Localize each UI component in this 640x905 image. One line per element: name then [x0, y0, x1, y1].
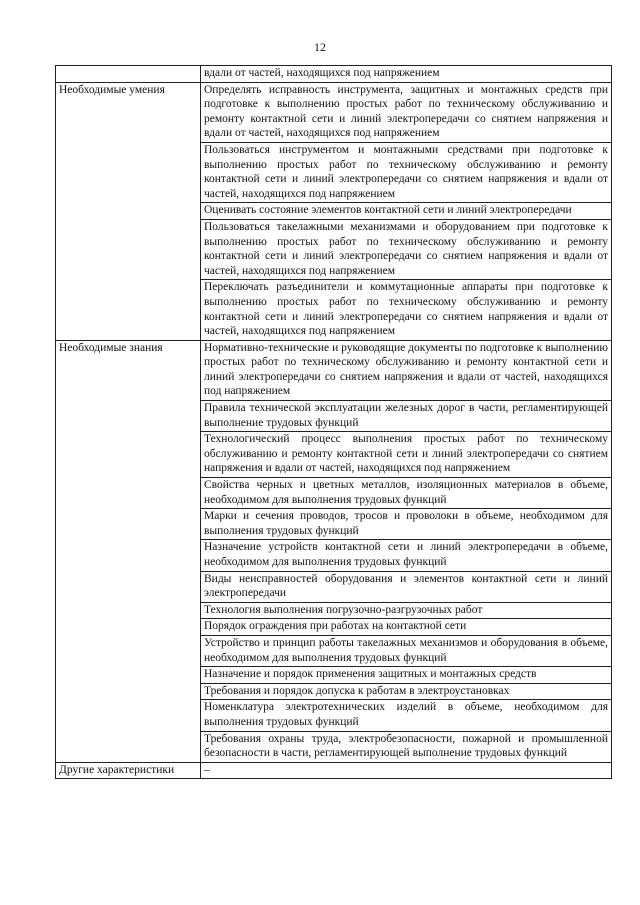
knowledge-item: Марки и сечения проводов, тросов и проволоки в объеме, необходимом для выполнения трудовых функций	[201, 509, 612, 540]
labor-function-table	[55, 65, 612, 779]
skill-item: Определять исправность инструмента, защитных и монтажных средств при подготовке к выполнению простых работ по техническому обслуживанию и ремонту контактной сети и линий электропередачи со снятием напряжения и вдали от частей, находящихся под напряжением	[201, 82, 612, 142]
knowledge-item: Назначение и порядок применения защитных и монтажных средств	[201, 667, 612, 684]
table-row	[56, 762, 612, 779]
skill-item: Пользоваться инструментом и монтажными средствами при подготовке к выполнению простых работ по техническому обслуживанию и ремонту контактной сети и линий электропередачи со снятием напряжения и вдали от частей, находящихся под напряжением	[201, 142, 612, 202]
row-label-knowledge: Необходимые знания	[56, 340, 201, 762]
table-row	[56, 66, 612, 83]
table-cell: вдали от частей, находящихся под напряжением	[201, 66, 612, 83]
row-label-skills: Необходимые умения	[56, 82, 201, 340]
knowledge-item: Требования и порядок допуска к работам в электроустановках	[201, 683, 612, 700]
other-characteristics-value: –	[201, 762, 612, 779]
table-row	[56, 340, 612, 400]
knowledge-item: Номенклатура электротехнических изделий в объеме, необходимом для выполнения трудовых функций	[201, 700, 612, 731]
skill-item: Переключать разъединители и коммутационные аппараты при подготовке к выполнению простых работ по техническому обслуживанию и ремонту контактной сети и линий электропередачи со снятием напряжения и вдали от частей, находящихся под напряжением	[201, 280, 612, 340]
knowledge-item: Требования охраны труда, электробезопасности, пожарной и промышленной безопасности в части, регламентирующей выполнение трудовых функций	[201, 731, 612, 762]
knowledge-item: Свойства черных и цветных металлов, изоляционных материалов в объеме, необходимом для выполнения трудовых функций	[201, 478, 612, 509]
knowledge-item: Устройство и принцип работы такелажных механизмов и оборудования в объеме, необходимом для выполнения трудовых функций	[201, 635, 612, 666]
knowledge-item: Порядок ограждения при работах на контактной сети	[201, 619, 612, 636]
skill-item: Оценивать состояние элементов контактной сети и линий электропередачи	[201, 203, 612, 220]
knowledge-item: Виды неисправностей оборудования и элементов контактной сети и линий электропередачи	[201, 571, 612, 602]
knowledge-item: Технологический процесс выполнения простых работ по техническому обслуживанию и ремонту контактной сети и линий электропередачи со снятием напряжения и вдали от частей, находящихся под напряжением	[201, 432, 612, 478]
skill-item: Пользоваться такелажными механизмами и оборудованием при подготовке к выполнению простых работ по техническому обслуживанию и ремонту контактной сети и линий электропередачи со снятием напряжения и вдали от частей, находящихся под напряжением	[201, 219, 612, 279]
page-number: 12	[314, 40, 326, 54]
knowledge-item: Нормативно-технические и руководящие документы по подготовке к выполнению простых работ по техническому обслуживанию и ремонту контактной сети и линий электропередачи со снятием напряжения и вдали от частей, находящихся под напряжением	[201, 340, 612, 400]
knowledge-item: Назначение устройств контактной сети и линий электропередачи в объеме, необходимом для выполнения трудовых функций	[201, 540, 612, 571]
knowledge-item: Технология выполнения погрузочно-разгрузочных работ	[201, 602, 612, 619]
table-row	[56, 82, 612, 142]
knowledge-item: Правила технической эксплуатации железных дорог в части, регламентирующей выполнение трудовых функций	[201, 401, 612, 432]
row-label-other: Другие характеристики	[56, 762, 201, 779]
row-label	[56, 66, 201, 83]
